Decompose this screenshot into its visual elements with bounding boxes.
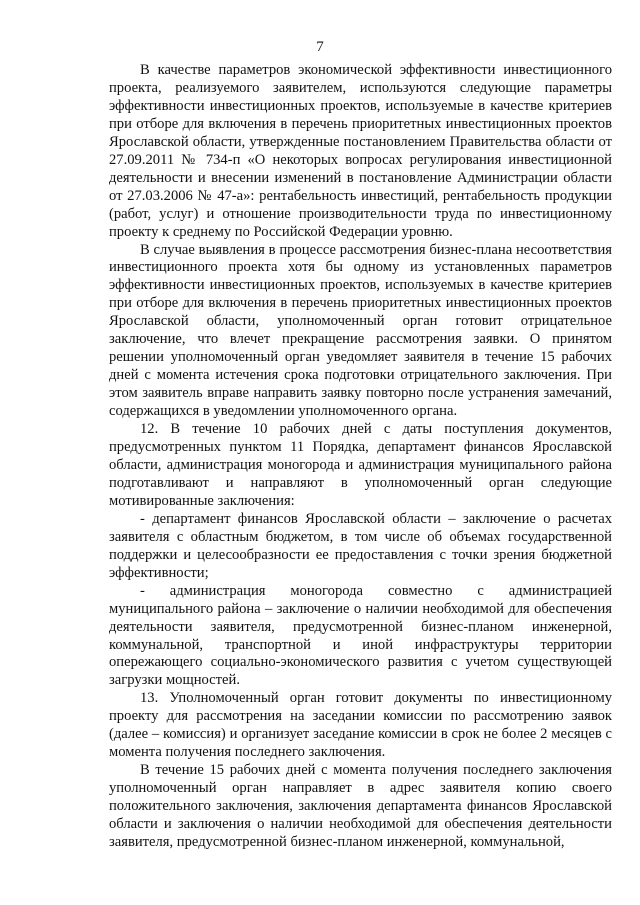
list-item-monotown-administration: - администрация моногорода совместно с администрацией муниципального района – заключение о наличии необходимой для обеспечения деятельности заявителя, предусмотренной бизнес-планом инженерной, коммунальной, транспортной и иной инфраструктуры территории опережающего социально-экономического развития с учетом существующей загрузки мощностей.: [109, 582, 612, 689]
paragraph-negative-conclusion: В случае выявления в процессе рассмотрения бизнес-плана несоответствия инвестиционного проекта хотя бы одному из установленных параметров эффективности инвестиционных проектов, используемых в качестве критериев при отборе для включения в перечень приоритетных инвестиционных проектов Ярославской области, уполномоченный орган готовит отрицательное заключение, что влечет прекращение рассмотрения заявки. О принятом решении уполномоченный орган уведомляет заявителя в течение 15 рабочих дней с момента истечения срока подготовки отрицательного заключения. При этом заявитель вправе направить заявку повторно после устранения замечаний, содержащихся в уведомлении уполномоченного органа.: [109, 241, 612, 420]
list-item-finance-department: - департамент финансов Ярославской области – заключение о расчетах заявителя с областным бюджетом, в том числе об объемах государственной поддержки и целесообразности ее предоставления с точки зрения бюджетной эффективности;: [109, 510, 612, 581]
paragraph-15-working-days: В течение 15 рабочих дней с момента получения последнего заключения уполномоченный орган направляет в адрес заявителя копию своего положительного заключения, заключения департамента финансов Ярославской области и заключения о наличии необходимой для обеспечения деятельности заявителя, предусмотренной бизнес-планом инженерной, коммунальной,: [109, 762, 612, 850]
document-body: [109, 62, 612, 852]
paragraph-item-13: 13. Уполномоченный орган готовит документы по инвестиционному проекту для рассмотрения на заседании комиссии по рассмотрению заявок (далее – комиссия) и организует заседание комиссии в срок не более 2 месяцев с момента получения последнего заключения.: [109, 690, 612, 761]
page-number: 7: [316, 39, 324, 55]
paragraph-economic-efficiency-parameters: В качестве параметров экономической эффективности инвестиционного проекта, реализуемого заявителем, используются следующие параметры эффективности инвестиционных проектов, используемые в качестве критериев при отборе для включения в перечень приоритетных инвестиционных проектов Ярославской области, утвержденные постановлением Правительства области от 27.09.2011 № 734-п «О некоторых вопросах регулирования инвестиционной деятельности и внесении изменений в постановление Администрации области от 27.03.2006 № 47-а»: рентабельность инвестиций, рентабельность продукции (работ, услуг) и отношение производительности труда по инвестиционному проекту к среднему по Российской Федерации уровню.: [109, 62, 612, 240]
paragraph-item-12: 12. В течение 10 рабочих дней с даты поступления документов, предусмотренных пунктом 11 Порядка, департамент финансов Ярославской области, администрация моногорода и администрация муниципального района подготавливают и направляют в уполномоченный орган следующие мотивированные заключения:: [109, 421, 612, 509]
